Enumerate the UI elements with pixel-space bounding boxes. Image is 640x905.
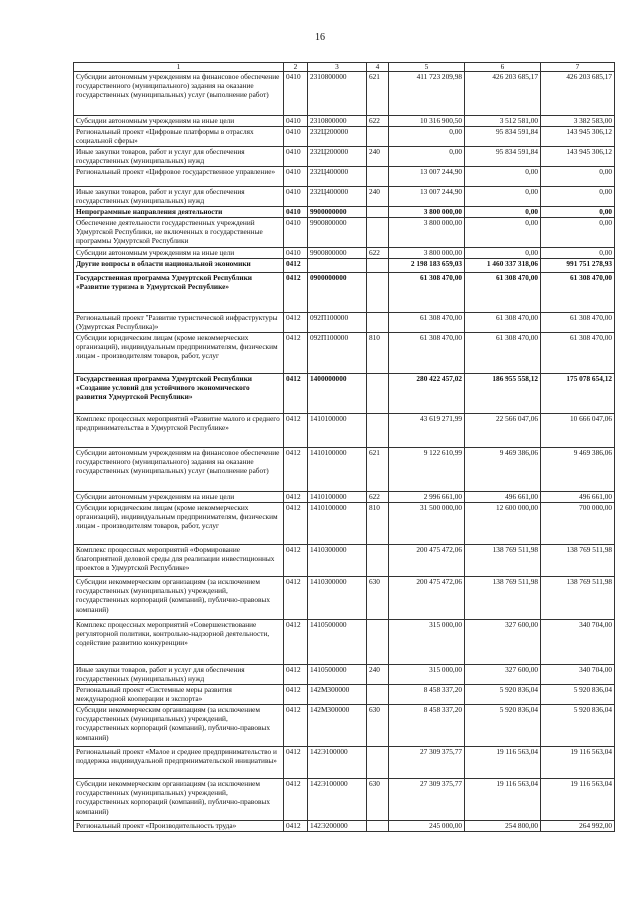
section-code-cell: 0412	[284, 259, 308, 273]
article-code-cell: 142Э100000	[308, 779, 367, 821]
expense-type-cell: 630	[367, 779, 389, 821]
amount-year3-cell: 0,00	[541, 187, 615, 207]
expense-type-cell: 240	[367, 665, 389, 685]
header-cell: 7	[541, 63, 615, 72]
article-code-cell: 1410100000	[308, 492, 367, 503]
row-name-cell: Иные закупки товаров, работ и услуг для обеспечения государственных (муниципальных) нужд	[74, 147, 284, 167]
amount-year3-cell: 5 920 836,04	[541, 685, 615, 705]
expense-type-cell: 621	[367, 448, 389, 492]
amount-year3-cell: 0,00	[541, 248, 615, 259]
table-row	[74, 167, 615, 187]
row-name-cell: Государственная программа Удмуртской Республики «Создание условий для устойчивого экономического развития Удмуртской Республики»	[74, 374, 284, 414]
row-name-cell: Комплекс процессных мероприятий «Формирование благоприятной деловой среды для реализации инвестиционных проектов в Удмуртской Республике»	[74, 545, 284, 577]
amount-year2-cell: 22 566 047,06	[465, 414, 541, 448]
table-row	[74, 577, 615, 620]
table-row	[74, 779, 615, 821]
amount-year2-cell: 138 769 511,98	[465, 577, 541, 620]
table-row	[74, 545, 615, 577]
section-code-cell: 0410	[284, 187, 308, 207]
amount-year1-cell: 27 309 375,77	[389, 779, 465, 821]
amount-year3-cell: 138 769 511,98	[541, 545, 615, 577]
section-code-cell: 0410	[284, 116, 308, 127]
section-code-cell: 0412	[284, 333, 308, 374]
article-code-cell: 1410500000	[308, 620, 367, 665]
table-row	[74, 207, 615, 218]
row-name-cell: Иные закупки товаров, работ и услуг для обеспечения государственных (муниципальных) нужд	[74, 187, 284, 207]
expense-type-cell: 240	[367, 147, 389, 167]
row-name-cell: Субсидии автономным учреждениям на иные цели	[74, 492, 284, 503]
table-row	[74, 448, 615, 492]
row-name-cell: Субсидии некоммерческим организациям (за исключением государственных (муниципальных) учреждений, государственных корпораций (компаний), публично-правовых компаний)	[74, 779, 284, 821]
table-row	[74, 248, 615, 259]
expense-type-cell	[367, 374, 389, 414]
article-code-cell: 9900800000	[308, 218, 367, 248]
table-row	[74, 72, 615, 116]
row-name-cell: Региональный проект «Цифровые платформы в отраслях социальной сферы»	[74, 127, 284, 147]
amount-year2-cell: 496 661,00	[465, 492, 541, 503]
amount-year2-cell: 61 308 470,00	[465, 313, 541, 333]
amount-year1-cell: 10 316 900,50	[389, 116, 465, 127]
row-name-cell: Государственная программа Удмуртской Республики «Развитие туризма в Удмуртской Республике»	[74, 273, 284, 313]
amount-year3-cell: 143 945 306,12	[541, 127, 615, 147]
article-code-cell: 1400000000	[308, 374, 367, 414]
amount-year3-cell: 0,00	[541, 218, 615, 248]
expense-type-cell	[367, 313, 389, 333]
row-name-cell: Субсидии некоммерческим организациям (за исключением государственных (муниципальных) учреждений, государственных корпораций (компаний), публично-правовых компаний)	[74, 705, 284, 747]
row-name-cell: Субсидии автономным учреждениям на финансовое обеспечение государственного (муниципального) задания на оказание государственных (муниципальных) услуг (выполнение работ)	[74, 72, 284, 116]
article-code-cell: 092П100000	[308, 313, 367, 333]
expense-type-cell	[367, 167, 389, 187]
section-code-cell: 0412	[284, 414, 308, 448]
table-row	[74, 620, 615, 665]
expense-type-cell: 810	[367, 333, 389, 374]
expense-type-cell: 622	[367, 116, 389, 127]
expense-type-cell	[367, 414, 389, 448]
amount-year3-cell: 10 666 047,06	[541, 414, 615, 448]
table-row	[74, 492, 615, 503]
expense-type-cell: 622	[367, 248, 389, 259]
expense-type-cell	[367, 127, 389, 147]
amount-year2-cell: 0,00	[465, 207, 541, 218]
amount-year1-cell: 0,00	[389, 147, 465, 167]
row-name-cell: Региональный проект «Цифровое государственное управление»	[74, 167, 284, 187]
article-code-cell: 142М300000	[308, 705, 367, 747]
section-code-cell: 0412	[284, 685, 308, 705]
expense-type-cell: 630	[367, 577, 389, 620]
amount-year3-cell: 0,00	[541, 207, 615, 218]
expense-type-cell	[367, 685, 389, 705]
article-code-cell: 2310800000	[308, 116, 367, 127]
section-code-cell: 0412	[284, 665, 308, 685]
amount-year1-cell: 61 308 470,00	[389, 333, 465, 374]
article-code-cell: 1410300000	[308, 545, 367, 577]
amount-year3-cell: 175 078 654,12	[541, 374, 615, 414]
amount-year2-cell: 327 600,00	[465, 665, 541, 685]
amount-year1-cell: 43 619 271,99	[389, 414, 465, 448]
amount-year3-cell: 991 751 278,93	[541, 259, 615, 273]
expense-type-cell	[367, 218, 389, 248]
section-code-cell: 0412	[284, 448, 308, 492]
section-code-cell: 0412	[284, 273, 308, 313]
page-number: 16	[315, 32, 325, 43]
amount-year2-cell: 0,00	[465, 218, 541, 248]
section-code-cell: 0410	[284, 127, 308, 147]
amount-year2-cell: 254 800,00	[465, 821, 541, 832]
amount-year2-cell: 186 955 558,12	[465, 374, 541, 414]
amount-year1-cell: 200 475 472,06	[389, 577, 465, 620]
amount-year2-cell: 61 308 470,00	[465, 273, 541, 313]
header-cell: 5	[389, 63, 465, 72]
section-code-cell: 0410	[284, 167, 308, 187]
article-code-cell: 232Ц200000	[308, 127, 367, 147]
table-row	[74, 313, 615, 333]
table-row	[74, 187, 615, 207]
article-code-cell: 1410500000	[308, 665, 367, 685]
expense-type-cell	[367, 620, 389, 665]
amount-year1-cell: 3 800 000,00	[389, 248, 465, 259]
amount-year3-cell: 3 382 583,00	[541, 116, 615, 127]
section-code-cell: 0412	[284, 503, 308, 545]
amount-year1-cell: 2 198 183 659,03	[389, 259, 465, 273]
header-cell: 6	[465, 63, 541, 72]
table-row	[74, 273, 615, 313]
amount-year3-cell: 61 308 470,00	[541, 273, 615, 313]
amount-year2-cell: 95 834 591,84	[465, 147, 541, 167]
amount-year1-cell: 8 458 337,20	[389, 705, 465, 747]
amount-year2-cell: 426 203 685,17	[465, 72, 541, 116]
section-code-cell: 0412	[284, 747, 308, 779]
table-row	[74, 259, 615, 273]
header-cell: 1	[74, 63, 284, 72]
amount-year3-cell: 143 945 306,12	[541, 147, 615, 167]
section-code-cell: 0412	[284, 374, 308, 414]
amount-year2-cell: 5 920 836,04	[465, 685, 541, 705]
row-name-cell: Комплекс процессных мероприятий «Развитие малого и среднего предпринимательства в Удмуртской Республике»	[74, 414, 284, 448]
table-row	[74, 705, 615, 747]
amount-year1-cell: 315 000,00	[389, 620, 465, 665]
amount-year2-cell: 9 469 386,06	[465, 448, 541, 492]
amount-year1-cell: 2 996 661,00	[389, 492, 465, 503]
amount-year3-cell: 19 116 563,04	[541, 779, 615, 821]
section-code-cell: 0410	[284, 147, 308, 167]
article-code-cell: 1410100000	[308, 414, 367, 448]
table-row	[74, 665, 615, 685]
amount-year1-cell: 3 800 000,00	[389, 218, 465, 248]
section-code-cell: 0412	[284, 821, 308, 832]
amount-year1-cell: 61 308 470,00	[389, 313, 465, 333]
section-code-cell: 0410	[284, 248, 308, 259]
amount-year3-cell: 19 116 563,04	[541, 747, 615, 779]
article-code-cell: 232Ц400000	[308, 167, 367, 187]
section-code-cell: 0410	[284, 72, 308, 116]
amount-year2-cell: 0,00	[465, 187, 541, 207]
amount-year3-cell: 61 308 470,00	[541, 333, 615, 374]
article-code-cell: 9900000000	[308, 207, 367, 218]
amount-year1-cell: 9 122 610,99	[389, 448, 465, 492]
row-name-cell: Субсидии автономным учреждениям на иные цели	[74, 116, 284, 127]
table-row	[74, 333, 615, 374]
amount-year1-cell: 200 475 472,06	[389, 545, 465, 577]
section-code-cell: 0410	[284, 207, 308, 218]
article-code-cell: 2310800000	[308, 72, 367, 116]
section-code-cell: 0412	[284, 313, 308, 333]
row-name-cell: Субсидии юридическим лицам (кроме некоммерческих организаций), индивидуальным предпринимателям, физическим лицам - производителям товаров, работ, услуг	[74, 503, 284, 545]
table-row	[74, 116, 615, 127]
amount-year3-cell: 340 704,00	[541, 620, 615, 665]
amount-year1-cell: 8 458 337,20	[389, 685, 465, 705]
article-code-cell: 142Э200000	[308, 821, 367, 832]
header-row	[74, 63, 615, 72]
table-row	[74, 503, 615, 545]
row-name-cell: Другие вопросы в области национальной экономики	[74, 259, 284, 273]
table-row	[74, 147, 615, 167]
budget-table	[73, 62, 615, 832]
table-row	[74, 747, 615, 779]
amount-year3-cell: 9 469 386,06	[541, 448, 615, 492]
expense-type-cell: 621	[367, 72, 389, 116]
row-name-cell: Субсидии некоммерческим организациям (за исключением государственных (муниципальных) учреждений, государственных корпораций (компаний), публично-правовых компаний)	[74, 577, 284, 620]
amount-year1-cell: 0,00	[389, 127, 465, 147]
amount-year3-cell: 496 661,00	[541, 492, 615, 503]
amount-year3-cell: 5 920 836,04	[541, 705, 615, 747]
article-code-cell: 142М300000	[308, 685, 367, 705]
amount-year2-cell: 61 308 470,00	[465, 333, 541, 374]
amount-year2-cell: 138 769 511,98	[465, 545, 541, 577]
expense-type-cell	[367, 259, 389, 273]
article-code-cell: 1410300000	[308, 577, 367, 620]
amount-year3-cell: 138 769 511,98	[541, 577, 615, 620]
expense-type-cell: 622	[367, 492, 389, 503]
row-name-cell: Субсидии юридическим лицам (кроме некоммерческих организаций), индивидуальным предпринимателям, физическим лицам - производителям товаров, работ, услуг	[74, 333, 284, 374]
expense-type-cell	[367, 273, 389, 313]
amount-year1-cell: 245 000,00	[389, 821, 465, 832]
row-name-cell: Обеспечение деятельности государственных учреждений Удмуртской Республики, не включенных в государственные программы Удмуртской Республики	[74, 218, 284, 248]
article-code-cell: 142Э100000	[308, 747, 367, 779]
amount-year1-cell: 61 308 470,00	[389, 273, 465, 313]
amount-year1-cell: 13 007 244,90	[389, 187, 465, 207]
table-row	[74, 821, 615, 832]
amount-year3-cell: 0,00	[541, 167, 615, 187]
article-code-cell: 0900000000	[308, 273, 367, 313]
row-name-cell: Непрограммные направления деятельности	[74, 207, 284, 218]
row-name-cell: Региональный проект «Системные меры развития международной кооперации и экспорта»	[74, 685, 284, 705]
amount-year2-cell: 1 460 337 318,06	[465, 259, 541, 273]
expense-type-cell	[367, 747, 389, 779]
amount-year3-cell: 264 992,00	[541, 821, 615, 832]
header-cell: 3	[308, 63, 367, 72]
row-name-cell: Субсидии автономным учреждениям на иные цели	[74, 248, 284, 259]
section-code-cell: 0412	[284, 577, 308, 620]
table-row	[74, 374, 615, 414]
section-code-cell: 0412	[284, 620, 308, 665]
amount-year3-cell: 61 308 470,00	[541, 313, 615, 333]
amount-year2-cell: 19 116 563,04	[465, 747, 541, 779]
section-code-cell: 0412	[284, 545, 308, 577]
amount-year2-cell: 95 834 591,84	[465, 127, 541, 147]
amount-year2-cell: 5 920 836,04	[465, 705, 541, 747]
amount-year2-cell: 327 600,00	[465, 620, 541, 665]
table-row	[74, 218, 615, 248]
header-cell: 2	[284, 63, 308, 72]
amount-year1-cell: 280 422 457,02	[389, 374, 465, 414]
amount-year1-cell: 31 500 000,00	[389, 503, 465, 545]
table-row	[74, 414, 615, 448]
article-code-cell: 1410100000	[308, 448, 367, 492]
expense-type-cell: 810	[367, 503, 389, 545]
section-code-cell: 0410	[284, 218, 308, 248]
row-name-cell: Региональный проект "Развитие туристической инфраструктуры (Удмуртская Республика)»	[74, 313, 284, 333]
amount-year1-cell: 27 309 375,77	[389, 747, 465, 779]
row-name-cell: Иные закупки товаров, работ и услуг для обеспечения государственных (муниципальных) нужд	[74, 665, 284, 685]
amount-year1-cell: 13 007 244,90	[389, 167, 465, 187]
row-name-cell: Региональный проект «Малое и среднее предпринимательство и поддержка индивидуальной предпринимательской инициативы»	[74, 747, 284, 779]
amount-year2-cell: 0,00	[465, 248, 541, 259]
row-name-cell: Комплекс процессных мероприятий «Совершенствование регуляторной политики, контрольно-надзорной деятельности, содействие развитию конкуренции»	[74, 620, 284, 665]
row-name-cell: Региональный проект «Производительность труда»	[74, 821, 284, 832]
amount-year2-cell: 3 512 581,00	[465, 116, 541, 127]
article-code-cell: 9900800000	[308, 248, 367, 259]
expense-type-cell	[367, 545, 389, 577]
amount-year2-cell: 12 600 000,00	[465, 503, 541, 545]
amount-year1-cell: 3 800 000,00	[389, 207, 465, 218]
section-code-cell: 0412	[284, 705, 308, 747]
amount-year3-cell: 426 203 685,17	[541, 72, 615, 116]
amount-year1-cell: 315 000,00	[389, 665, 465, 685]
expense-type-cell: 240	[367, 187, 389, 207]
article-code-cell	[308, 259, 367, 273]
amount-year3-cell: 340 704,00	[541, 665, 615, 685]
amount-year1-cell: 411 723 209,98	[389, 72, 465, 116]
section-code-cell: 0412	[284, 492, 308, 503]
table-row	[74, 685, 615, 705]
amount-year2-cell: 0,00	[465, 167, 541, 187]
section-code-cell: 0412	[284, 779, 308, 821]
row-name-cell: Субсидии автономным учреждениям на финансовое обеспечение государственного (муниципального) задания на оказание государственных (муниципальных) услуг (выполнение работ)	[74, 448, 284, 492]
article-code-cell: 232Ц200000	[308, 147, 367, 167]
table-row	[74, 127, 615, 147]
amount-year3-cell: 700 000,00	[541, 503, 615, 545]
expense-type-cell	[367, 207, 389, 218]
header-cell: 4	[367, 63, 389, 72]
amount-year2-cell: 19 116 563,04	[465, 779, 541, 821]
article-code-cell: 1410100000	[308, 503, 367, 545]
expense-type-cell: 630	[367, 705, 389, 747]
article-code-cell: 092П100000	[308, 333, 367, 374]
expense-type-cell	[367, 821, 389, 832]
article-code-cell: 232Ц400000	[308, 187, 367, 207]
